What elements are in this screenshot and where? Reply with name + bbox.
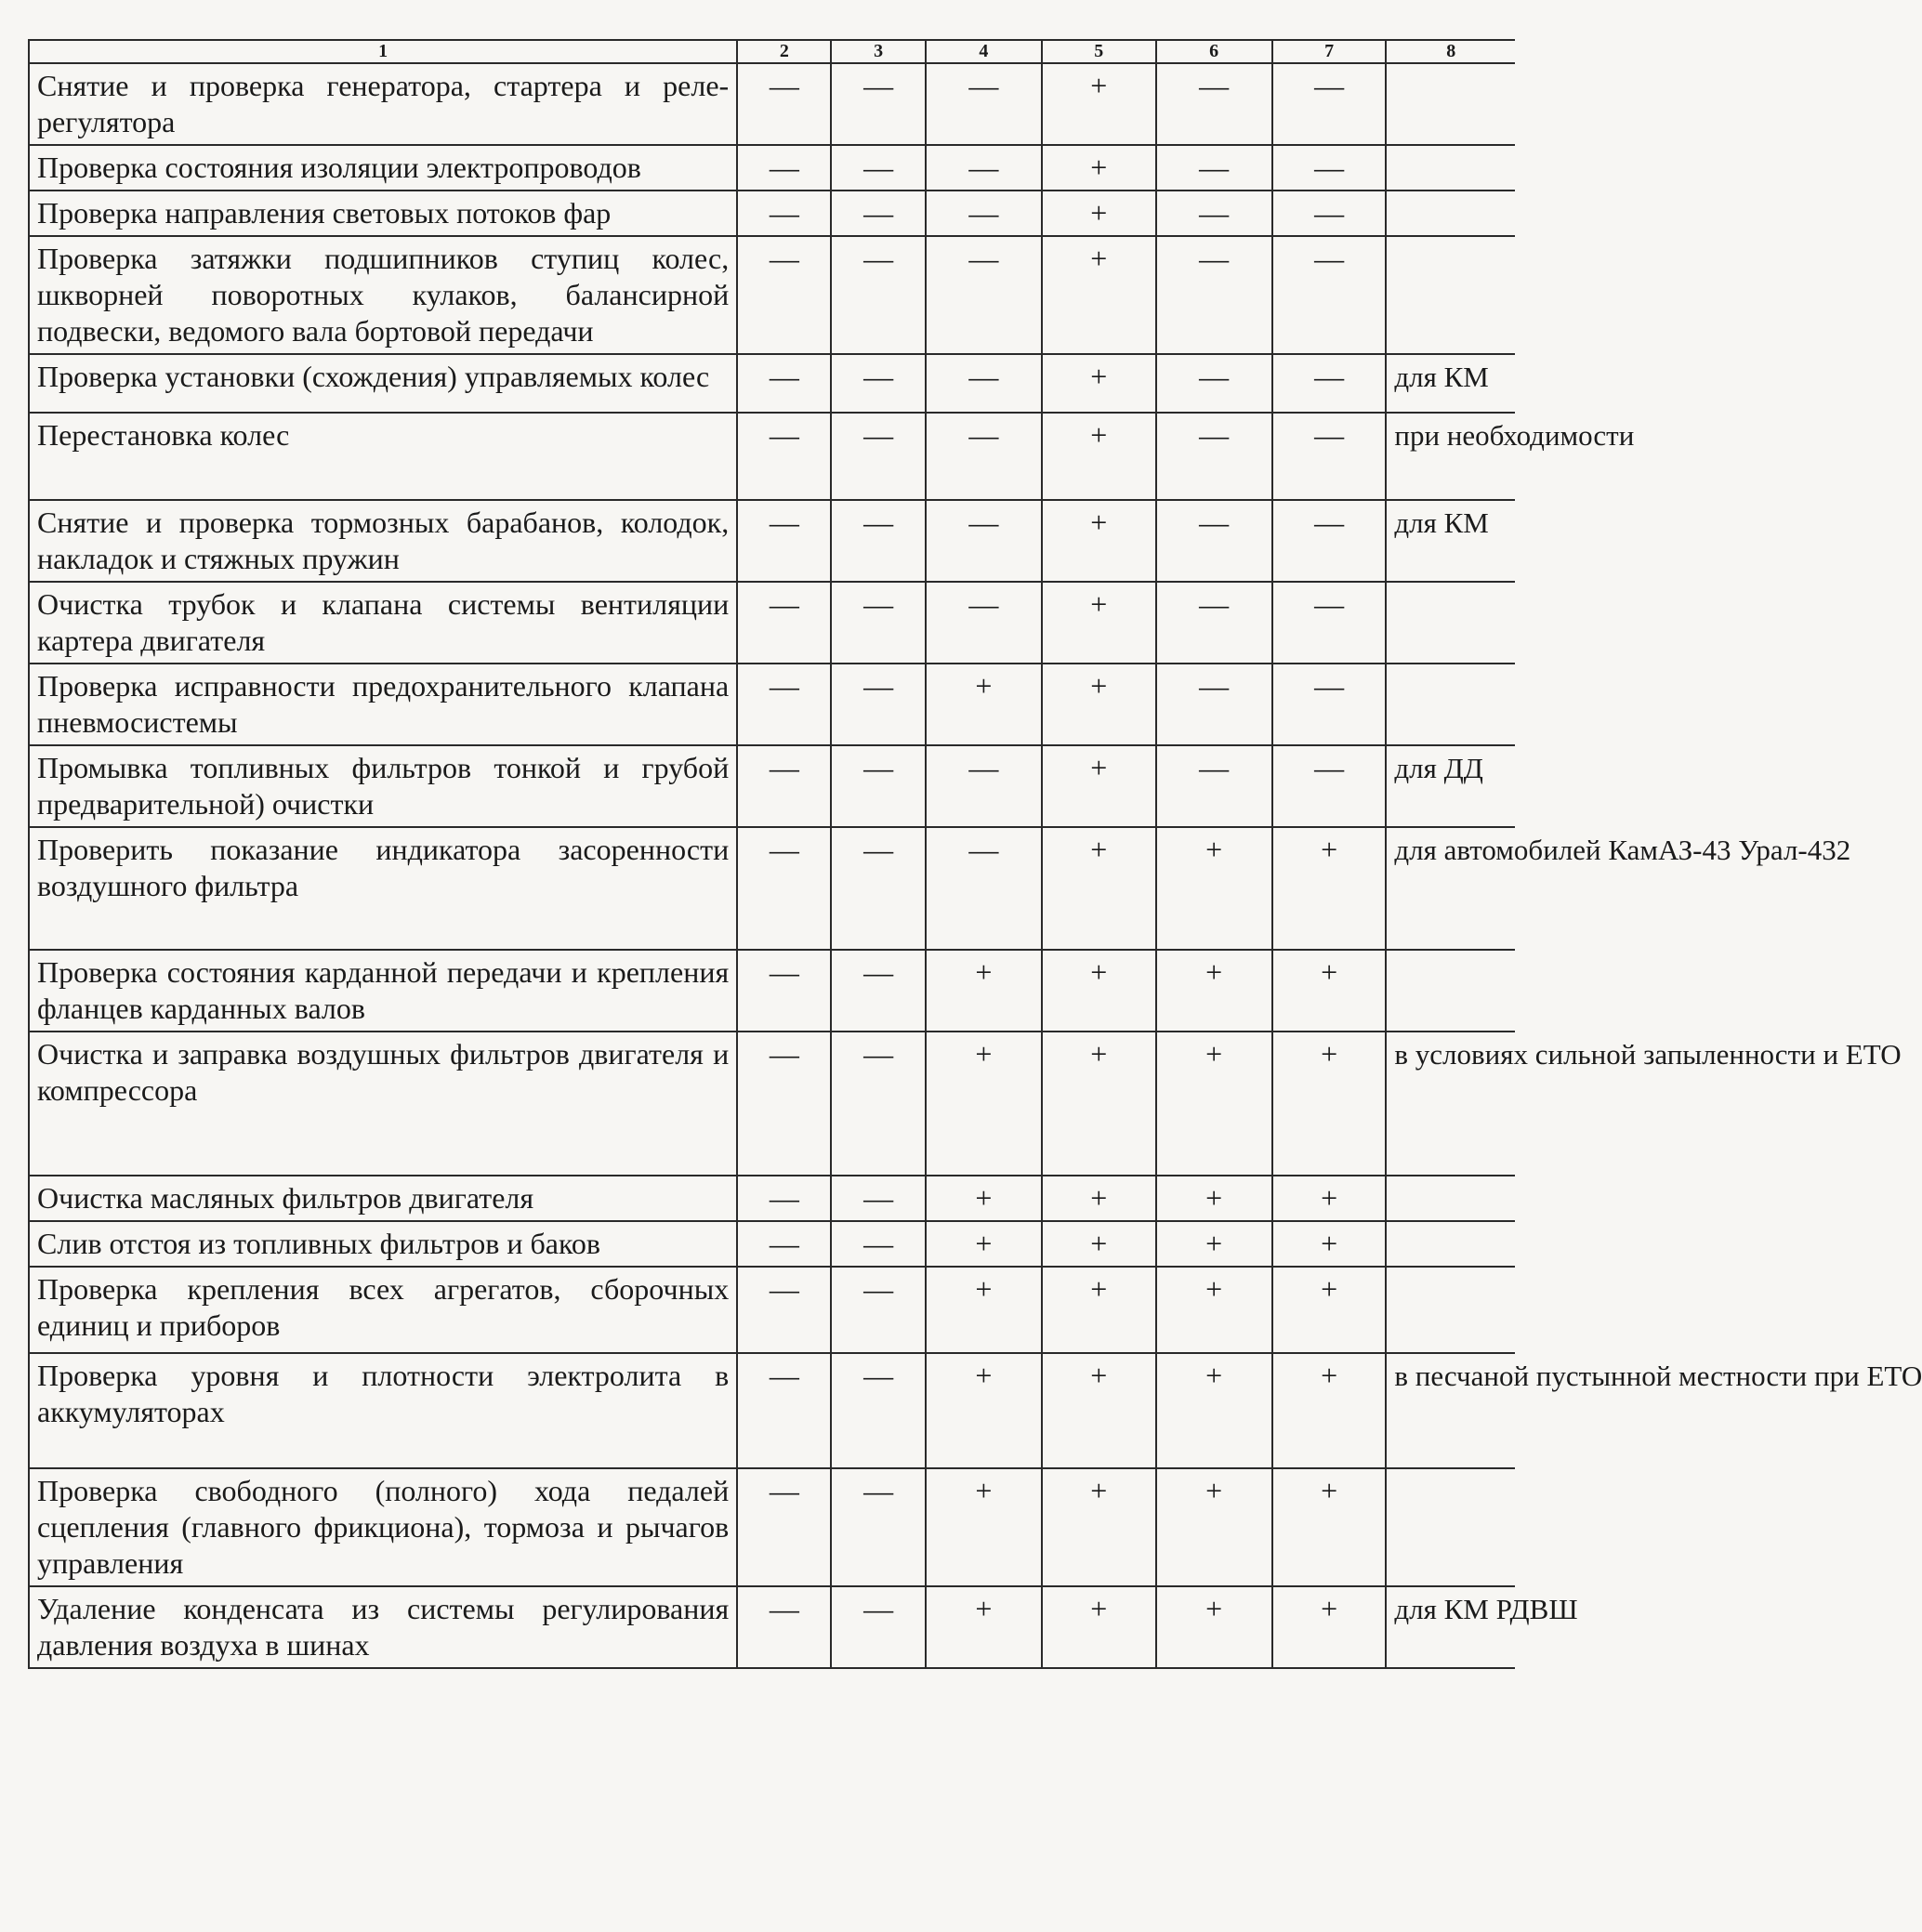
mark-cell: + xyxy=(926,1468,1042,1586)
mark-cell: + xyxy=(1042,950,1156,1032)
mark-cell: — xyxy=(1272,63,1387,145)
mark-cell: + xyxy=(1042,1267,1156,1353)
note-cell xyxy=(1386,1468,1515,1586)
table-row xyxy=(29,500,1515,582)
note-cell xyxy=(1386,63,1515,145)
table-row xyxy=(29,1176,1515,1221)
mark-cell: + xyxy=(1042,63,1156,145)
note-cell xyxy=(1386,145,1515,191)
mark-cell: + xyxy=(1272,1586,1387,1668)
column-header: 8 xyxy=(1386,40,1515,63)
column-header: 2 xyxy=(737,40,831,63)
mark-cell: + xyxy=(1042,1468,1156,1586)
mark-cell: — xyxy=(1272,191,1387,236)
table-row xyxy=(29,1032,1515,1176)
note-cell: для автомобилей КамАЗ-43 Урал-432 xyxy=(1386,827,1515,950)
mark-cell: + xyxy=(1042,236,1156,354)
mark-cell: + xyxy=(1042,582,1156,664)
mark-cell: — xyxy=(831,1468,925,1586)
mark-cell: + xyxy=(1042,664,1156,745)
mark-cell: + xyxy=(1272,1032,1387,1176)
task-cell: Проверка затяжки подшипников ступиц колес, шкворней поворотных кулаков, балансирной подвески, ведомого вала бортовой передачи xyxy=(29,236,737,354)
mark-cell: — xyxy=(737,950,831,1032)
table-row xyxy=(29,1353,1515,1468)
mark-cell: — xyxy=(737,63,831,145)
mark-cell: — xyxy=(1156,354,1272,413)
mark-cell: — xyxy=(737,236,831,354)
header-row xyxy=(29,40,1515,63)
table-row xyxy=(29,827,1515,950)
mark-cell: — xyxy=(1272,500,1387,582)
mark-cell: — xyxy=(831,1176,925,1221)
mark-cell: — xyxy=(737,1032,831,1176)
mark-cell: — xyxy=(926,745,1042,827)
mark-cell: — xyxy=(1156,145,1272,191)
mark-cell: + xyxy=(1042,145,1156,191)
mark-cell: — xyxy=(737,1221,831,1267)
table-row xyxy=(29,582,1515,664)
mark-cell: — xyxy=(831,413,925,500)
mark-cell: — xyxy=(737,664,831,745)
mark-cell: + xyxy=(1042,827,1156,950)
mark-cell: — xyxy=(831,664,925,745)
mark-cell: — xyxy=(1156,236,1272,354)
mark-cell: + xyxy=(926,664,1042,745)
task-cell: Очистка и заправка воздушных фильтров двигателя и компрессора xyxy=(29,1032,737,1176)
mark-cell: + xyxy=(1272,1221,1387,1267)
mark-cell: + xyxy=(1156,1032,1272,1176)
mark-cell: — xyxy=(737,582,831,664)
mark-cell: — xyxy=(831,354,925,413)
mark-cell: — xyxy=(926,63,1042,145)
mark-cell: + xyxy=(1042,413,1156,500)
mark-cell: + xyxy=(1272,1176,1387,1221)
mark-cell: — xyxy=(831,63,925,145)
column-header: 4 xyxy=(926,40,1042,63)
mark-cell: + xyxy=(1042,354,1156,413)
mark-cell: + xyxy=(926,950,1042,1032)
mark-cell: — xyxy=(1272,413,1387,500)
mark-cell: — xyxy=(831,145,925,191)
task-cell: Снятие и проверка генератора, стартера и реле-регулятора xyxy=(29,63,737,145)
table-row xyxy=(29,191,1515,236)
mark-cell: + xyxy=(1156,1267,1272,1353)
mark-cell: + xyxy=(1272,827,1387,950)
mark-cell: — xyxy=(1156,413,1272,500)
task-cell: Проверка крепления всех агрегатов, сборочных единиц и приборов xyxy=(29,1267,737,1353)
mark-cell: — xyxy=(737,745,831,827)
table-row xyxy=(29,236,1515,354)
task-cell: Проверка установки (схождения) управляемых колес xyxy=(29,354,737,413)
note-cell: для КМ xyxy=(1386,354,1515,413)
note-cell xyxy=(1386,236,1515,354)
task-cell: Проверка свободного (полного) хода педалей сцепления (главного фрикциона), тормоза и рычагов управления xyxy=(29,1468,737,1586)
mark-cell: — xyxy=(737,145,831,191)
mark-cell: — xyxy=(1156,63,1272,145)
mark-cell: + xyxy=(926,1353,1042,1468)
table-row xyxy=(29,354,1515,413)
mark-cell: + xyxy=(1042,1353,1156,1468)
mark-cell: — xyxy=(926,354,1042,413)
mark-cell: — xyxy=(831,1353,925,1468)
task-cell: Снятие и проверка тормозных барабанов, колодок, накладок и стяжных пружин xyxy=(29,500,737,582)
task-cell: Удаление конденсата из системы регулирования давления воздуха в шинах xyxy=(29,1586,737,1668)
mark-cell: + xyxy=(1042,1032,1156,1176)
mark-cell: — xyxy=(737,191,831,236)
mark-cell: — xyxy=(1156,745,1272,827)
mark-cell: — xyxy=(737,1468,831,1586)
table-row xyxy=(29,950,1515,1032)
mark-cell: — xyxy=(1272,354,1387,413)
mark-cell: — xyxy=(831,827,925,950)
note-cell xyxy=(1386,582,1515,664)
table-row xyxy=(29,413,1515,500)
table-row xyxy=(29,145,1515,191)
note-cell: для ДД xyxy=(1386,745,1515,827)
mark-cell: — xyxy=(831,582,925,664)
column-header: 5 xyxy=(1042,40,1156,63)
mark-cell: — xyxy=(737,354,831,413)
task-cell: Проверка уровня и плотности электролита в аккумуляторах xyxy=(29,1353,737,1468)
mark-cell: — xyxy=(926,191,1042,236)
mark-cell: — xyxy=(737,413,831,500)
task-cell: Проверка направления световых потоков фар xyxy=(29,191,737,236)
mark-cell: — xyxy=(1272,582,1387,664)
mark-cell: — xyxy=(831,191,925,236)
task-cell: Проверить показание индикатора засоренности воздушного фильтра xyxy=(29,827,737,950)
mark-cell: — xyxy=(831,1586,925,1668)
table-row xyxy=(29,1221,1515,1267)
task-cell: Проверка исправности предохранительного клапана пневмосистемы xyxy=(29,664,737,745)
note-cell: для КМ РДВШ xyxy=(1386,1586,1515,1668)
table-row xyxy=(29,1468,1515,1586)
mark-cell: — xyxy=(831,745,925,827)
mark-cell: + xyxy=(1156,950,1272,1032)
note-cell xyxy=(1386,1267,1515,1353)
mark-cell: — xyxy=(737,1267,831,1353)
table-row xyxy=(29,1267,1515,1353)
task-cell: Промывка топливных фильтров тонкой и грубой предварительной) очистки xyxy=(29,745,737,827)
mark-cell: + xyxy=(1156,1586,1272,1668)
mark-cell: + xyxy=(1156,1176,1272,1221)
mark-cell: — xyxy=(926,145,1042,191)
mark-cell: — xyxy=(737,1176,831,1221)
mark-cell: + xyxy=(926,1176,1042,1221)
mark-cell: — xyxy=(737,827,831,950)
mark-cell: — xyxy=(1272,236,1387,354)
task-cell: Очистка трубок и клапана системы вентиляции картера двигателя xyxy=(29,582,737,664)
note-cell xyxy=(1386,191,1515,236)
note-cell: в условиях сильной запыленности и ЕТО xyxy=(1386,1032,1515,1176)
mark-cell: — xyxy=(831,1221,925,1267)
note-cell xyxy=(1386,1176,1515,1221)
maintenance-table xyxy=(28,39,1922,1669)
mark-cell: — xyxy=(831,1032,925,1176)
column-header: 1 xyxy=(29,40,737,63)
note-cell xyxy=(1386,664,1515,745)
mark-cell: + xyxy=(1156,1221,1272,1267)
task-cell: Слив отстоя из топливных фильтров и баков xyxy=(29,1221,737,1267)
mark-cell: + xyxy=(1272,1353,1387,1468)
note-cell: для КМ xyxy=(1386,500,1515,582)
mark-cell: — xyxy=(1156,582,1272,664)
mark-cell: — xyxy=(1156,191,1272,236)
task-cell: Очистка масляных фильтров двигателя xyxy=(29,1176,737,1221)
mark-cell: — xyxy=(1156,500,1272,582)
mark-cell: + xyxy=(1042,745,1156,827)
mark-cell: + xyxy=(926,1221,1042,1267)
task-cell: Перестановка колес xyxy=(29,413,737,500)
column-header: 6 xyxy=(1156,40,1272,63)
note-cell: при необходимости xyxy=(1386,413,1515,500)
note-cell xyxy=(1386,950,1515,1032)
mark-cell: + xyxy=(1156,827,1272,950)
mark-cell: + xyxy=(1042,191,1156,236)
mark-cell: + xyxy=(1156,1468,1272,1586)
mark-cell: — xyxy=(831,950,925,1032)
mark-cell: + xyxy=(1156,1353,1272,1468)
mark-cell: — xyxy=(737,1353,831,1468)
mark-cell: — xyxy=(831,1267,925,1353)
mark-cell: — xyxy=(926,827,1042,950)
mark-cell: + xyxy=(1272,1267,1387,1353)
task-cell: Проверка состояния карданной передачи и крепления фланцев карданных валов xyxy=(29,950,737,1032)
note-cell xyxy=(1386,1221,1515,1267)
mark-cell: + xyxy=(1042,1176,1156,1221)
mark-cell: — xyxy=(926,500,1042,582)
mark-cell: + xyxy=(1042,1221,1156,1267)
mark-cell: — xyxy=(926,582,1042,664)
mark-cell: + xyxy=(926,1267,1042,1353)
table-row xyxy=(29,745,1515,827)
mark-cell: + xyxy=(926,1032,1042,1176)
mark-cell: — xyxy=(831,236,925,354)
mark-cell: — xyxy=(737,1586,831,1668)
mark-cell: — xyxy=(737,500,831,582)
table-row xyxy=(29,63,1515,145)
task-cell: Проверка состояния изоляции электропроводов xyxy=(29,145,737,191)
mark-cell: + xyxy=(1042,500,1156,582)
table-row xyxy=(29,664,1515,745)
table-row xyxy=(29,1586,1515,1668)
mark-cell: — xyxy=(926,236,1042,354)
mark-cell: — xyxy=(926,413,1042,500)
mark-cell: — xyxy=(1156,664,1272,745)
column-header: 7 xyxy=(1272,40,1387,63)
mark-cell: — xyxy=(831,500,925,582)
mark-cell: + xyxy=(1272,950,1387,1032)
mark-cell: — xyxy=(1272,745,1387,827)
mark-cell: — xyxy=(1272,145,1387,191)
column-header: 3 xyxy=(831,40,925,63)
mark-cell: + xyxy=(926,1586,1042,1668)
mark-cell: + xyxy=(1042,1586,1156,1668)
mark-cell: — xyxy=(1272,664,1387,745)
mark-cell: + xyxy=(1272,1468,1387,1586)
note-cell: в песчаной пустынной местности при ЕТО xyxy=(1386,1353,1515,1468)
